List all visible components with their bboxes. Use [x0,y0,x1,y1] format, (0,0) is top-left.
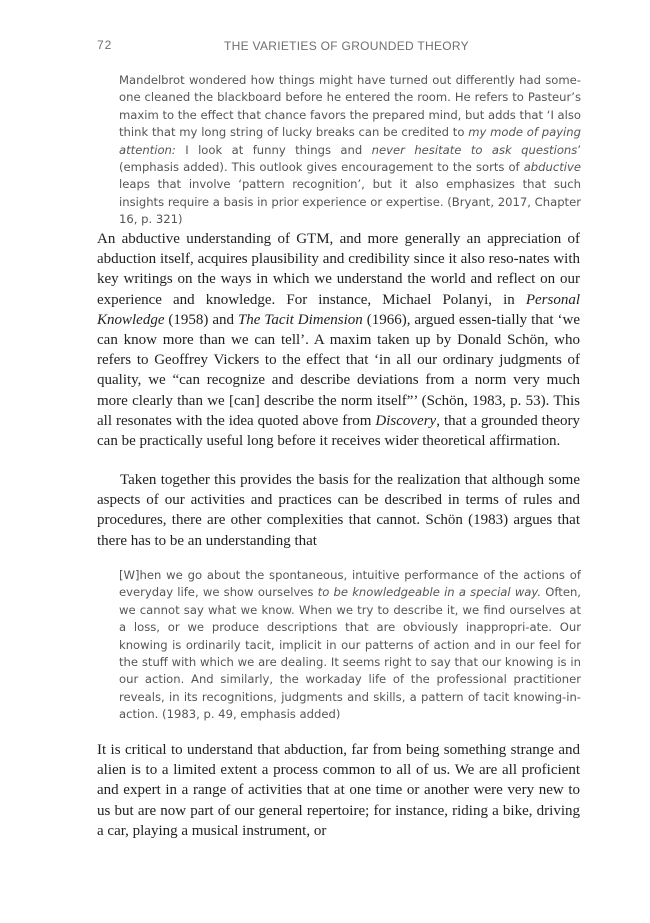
paragraph-text: (1958) and [164,311,238,328]
quote-text: [W]hen we go about the spontaneous, intuitive performance of the actions of everyday life, we show ourselves [119,568,581,600]
quote-emphasis: never hesitate to ask questions [371,142,578,157]
page-header [0,38,650,58]
block-quote-schon [119,567,581,724]
quote-paragraph [119,72,581,229]
book-title: The Tacit Dimension [237,311,363,328]
paragraph [97,229,580,451]
page-number: 72 [97,38,113,52]
book-title: Discovery [375,412,437,429]
body-paragraph-critical [97,740,580,841]
block-quote-mandelbrot [119,72,581,229]
quote-text: I look at funny things and [175,142,372,157]
quote-text: Mandelbrot wondered how things might have turned out differently had some-one cleaned the blackboard before he entered the room. He refers to Pasteur’s maxim to the effect that chance favors the prepared mind, but adds that ‘I also think that my long string of lucky breaks can be credited to [119,73,582,140]
paragraph-text: An abductive understanding of GTM, and more generally an appreciation of abduction itself, acquires plausibility and credibility since it also reso-nates with key writings on the ways in which we understand the world and reflect on our experience and knowledge. For instance, Michael Polanyi, in [97,231,580,308]
paragraph: It is critical to understand that abduction, far from being something strange and alien is to a limited extent a process common to all of us. We are all proficient and expert in a range of activities that at one time or another were very new to us but are now part of our general repertoire; for instance, riding a bike, driving a car, playing a musical instrument, or [97,742,580,839]
quote-paragraph [119,567,581,724]
quote-emphasis: my mode of paying attention: [119,125,581,157]
book-title: Personal Knowledge [97,291,580,328]
paragraph-text: , that a grounded theory can be practically useful long before it receives wider theoretical affirmation. [97,412,581,450]
body-paragraph-taken-together [97,470,580,551]
running-head: THE VARIETIES OF GROUNDED THEORY [224,39,469,53]
quote-emphasis: to be knowledgeable in a special way. [317,585,542,600]
quote-text: leaps that involve ‘pattern recognition’, but it also emphasizes that such insights require a basis in prior experience or expertise. (Bryant, 2017, Chapter 16, p. 321) [119,177,581,227]
quote-text: Often, we cannot say what we know. When we try to describe it, we find ourselves at a loss, or we produce descriptions that are obviously inappropri-ate. Our knowing is ordinarily tacit, implicit in our patterns of action and in our feel for the stuff with which we are dealing. It seems right to say that our knowing is in our action. And similarly, the workaday life of the professional practitioner reveals, in its recognitions, judgments and skills, a pattern of tacit knowing-in-action. (1983, p. 49, emphasis added) [119,585,581,722]
paragraph: Taken together this provides the basis for the realization that although some aspects of our activities and practices can be described in terms of rules and procedures, there are other complexities that cannot. Schön (1983) argues that there has to be an understanding that [97,472,580,549]
quote-text: ’ (emphasis added). This outlook gives encouragement to the sorts of [119,142,581,175]
paragraph-text: (1966), argued essen-tially that ‘we can know more than we can tell’. A maxim taken up by Donald Schön, who refers to Geoffrey Vickers to the effect that ‘in all our ordinary judgments of quality, we “can recognize and describe deviations from a norm very much more clearly than we [can] describe the norm itself”’ (Schön, 1983, p. 53). This all resonates with the idea quoted above from [97,311,581,429]
quote-emphasis: abductive [523,160,581,175]
body-paragraph-abductive-understanding [97,229,580,451]
